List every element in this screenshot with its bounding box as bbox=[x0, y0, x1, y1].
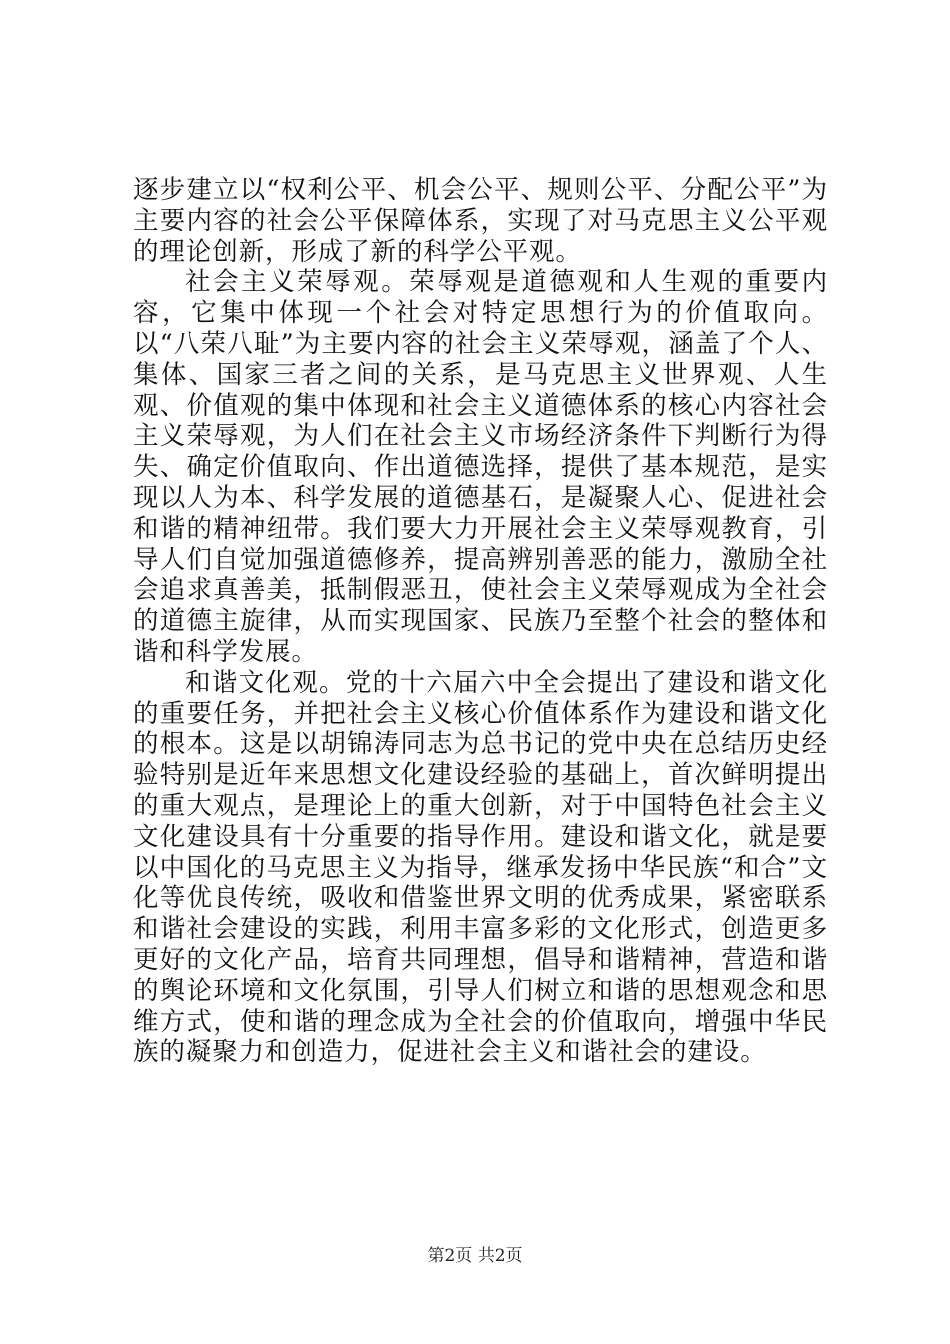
paragraph-social-fairness-continued: 逐步建立以“权利公平、机会公平、规则公平、分配公平”为主要内容的社会公平保障体系，实现了对马克思主义公平观的理论创新，形成了新的科学公平观。 bbox=[133, 175, 828, 267]
page-number-footer: 第2页 共2页 bbox=[427, 1246, 523, 1266]
paragraph-harmonious-culture-view: 和谐文化观。党的十六届六中全会提出了建设和谐文化的重要任务，并把社会主义核心价值体系作为建设和谐文化的根本。这是以胡锦涛同志为总书记的党中央在总结历史经验特别是近年来思想文化建设经验的基础上，首次鲜明提出的重大观点，是理论上的重大创新，对于中国特色社会主义文化建设具有十分重要的指导作用。建设和谐文化，就是要以中国化的马克思主义为指导，继承发扬中华民族“和合”文化等优良传统，吸收和借鉴世界文明的优秀成果，紧密联系和谐社会建设的实践，利用丰富多彩的文化形式，创造更多更好的文化产品，培育共同理想，倡导和谐精神，营造和谐的舆论环境和文化氛围，引导人们树立和谐的思想观念和思维方式，使和谐的理念成为全社会的价值取向，增强中华民族的凝聚力和创造力，促进社会主义和谐社会的建设。 bbox=[133, 667, 828, 1068]
document-body bbox=[133, 175, 828, 1068]
paragraph-socialist-honor-view: 社会主义荣辱观。荣辱观是道德观和人生观的重要内容，它集中体现一个社会对特定思想行为的价值取向。以“八荣八耻”为主要内容的社会主义荣辱观，涵盖了个人、集体、国家三者之间的关系，是马克思主义世界观、人生观、价值观的集中体现和社会主义道德体系的核心内容社会主义荣辱观，为人们在社会主义市场经济条件下判断行为得失、确定价值取向、作出道德选择，提供了基本规范，是实现以人为本、科学发展的道德基石，是凝聚人心、促进社会和谐的精神纽带。我们要大力开展社会主义荣辱观教育，引导人们自觉加强道德修养，提高辨别善恶的能力，激励全社会追求真善美，抵制假恶丑，使社会主义荣辱观成为全社会的道德主旋律，从而实现国家、民族乃至整个社会的整体和谐和科学发展。 bbox=[133, 267, 828, 667]
